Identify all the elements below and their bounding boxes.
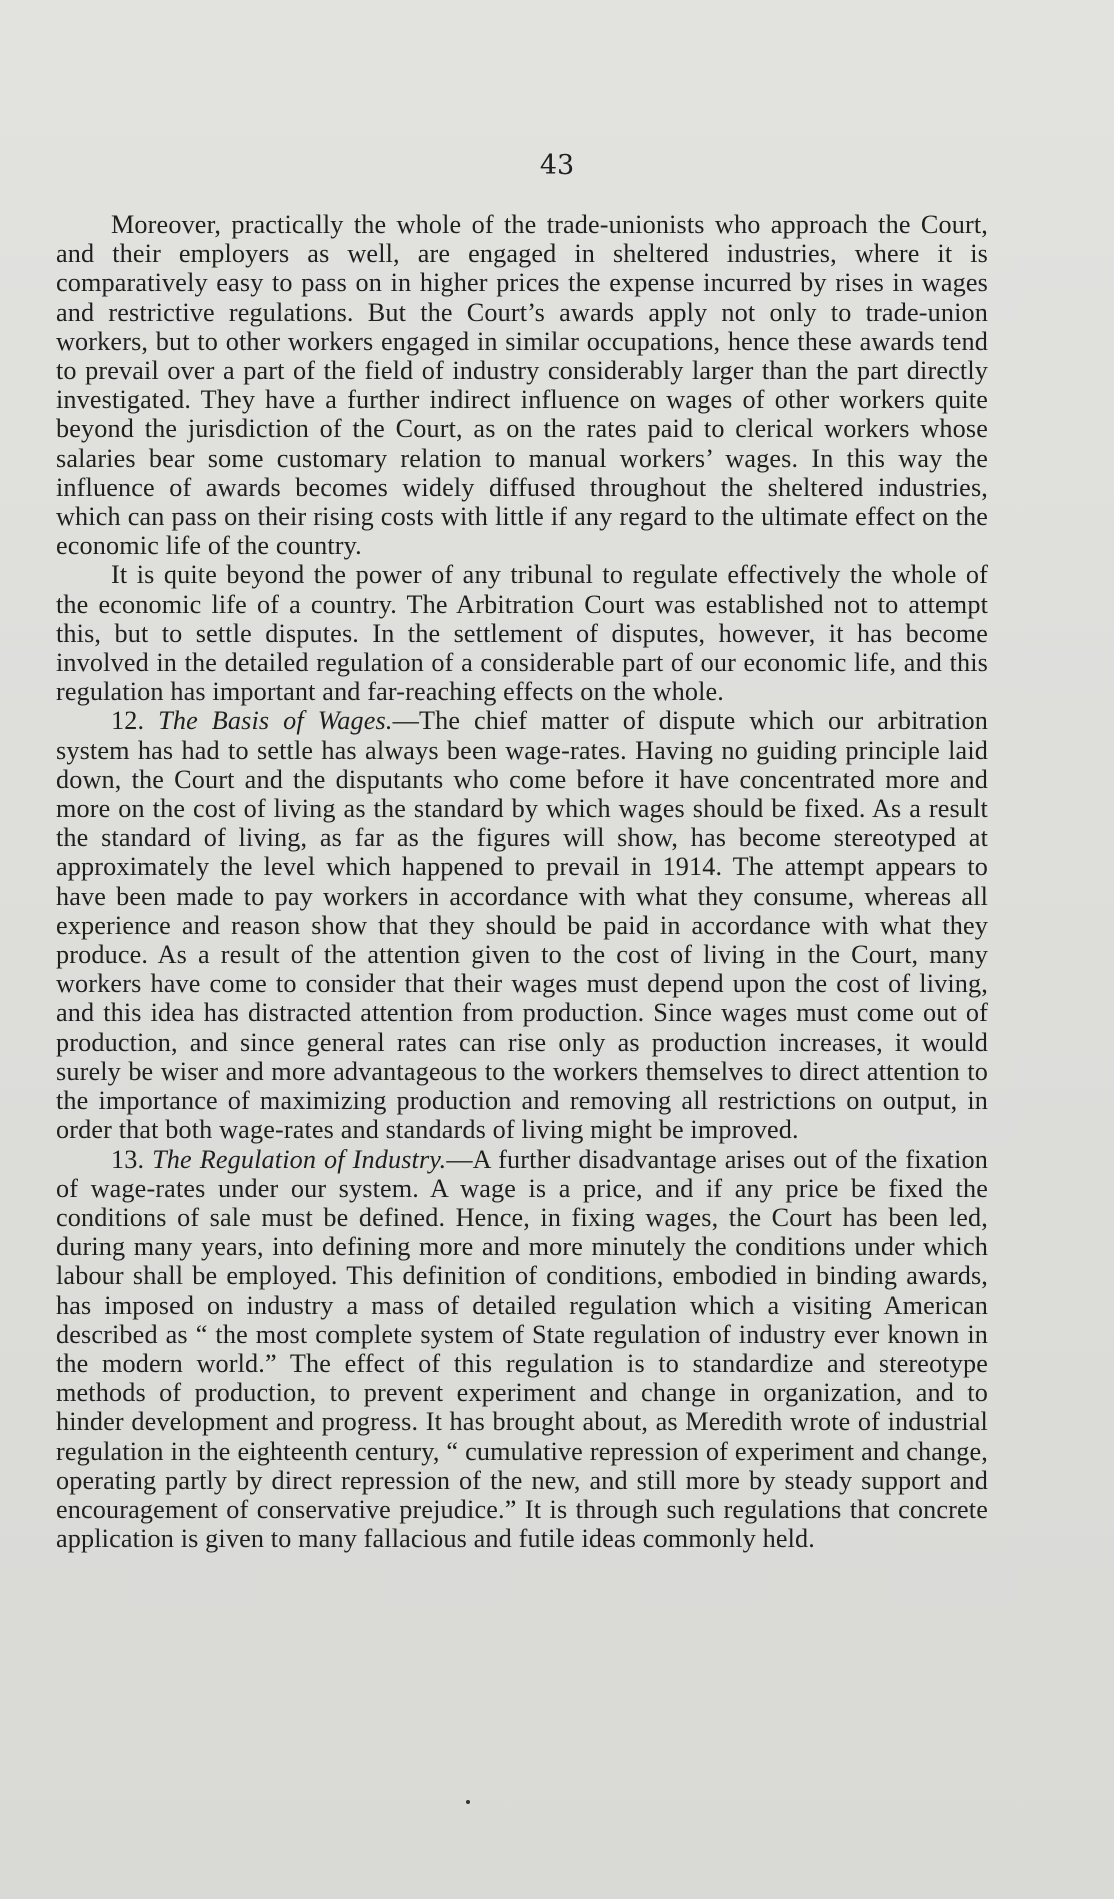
paragraph-text: Moreover, practically the whole of the trade-unionists who approach the Court, and their employers as well, are engaged in sheltered industries, where it is comparatively easy to pass on in higher prices the expense incurred by rises in wages and restrictive regulations. But the Court’s awards apply not only to trade-union workers, but to other workers engaged in similar occupations, hence these awards tend to prevail over a part of the field of industry considerably larger than the part directly investigated. They have a further indirect influence on wages of other workers quite beyond the jurisdiction of the Court, as on the rates paid to clerical workers whose salaries bear some customary relation to manual workers’ wages. In this way the influence of awards becomes widely diffused throughout the sheltered industries, which can pass on their rising costs with little if any regard to the ultimate effect on the economic life of the country.	[56, 210, 988, 561]
body-text	[56, 210, 988, 1553]
paragraph-text: It is quite beyond the power of any tribunal to regulate effectively the whole of the economic life of a country. The Arbitration Court was established not to attempt this, but to settle disputes. In the settlement of disputes, however, it has become involved in the detailed regulation of a considerable part of our economic life, and this regulation has important and far-reaching effects on the whole.	[56, 560, 988, 707]
section-12-basis-of-wages	[56, 706, 988, 1144]
paragraph-moreover	[56, 210, 988, 560]
section-title: The Regulation of Industry.	[152, 1144, 447, 1174]
paragraph-tribunal	[56, 560, 988, 706]
section-number: 12.	[111, 706, 145, 736]
paragraph-text: —A further disadvantage arises out of the fixation of wage-rates under our system. A wage is a price, and if any price be fixed the conditions of sale must be defined. Hence, in fixing wages, the Court has been led, during many years, into defining more and more minutely the conditions under which labour shall be employed. This definition of conditions, embodied in binding awards, has imposed on industry a mass of detailed regulation which a visiting American described as “ the most complete system of State regulation of industry ever known in the modern world.” The effect of this regulation is to standardize and stereotype methods of production, to prevent experiment and change in organization, and to hinder development and progress. It has brought about, as Meredith wrote of industrial regulation in the eighteenth century, “ cumulative repression of experiment and change, operating partly by direct repression of the new, and still more by steady support and encouragement of conservative prejudice.” It is through such regulations that concrete application is given to many fallacious and futile ideas commonly held.	[56, 1144, 988, 1554]
section-number: 13.	[111, 1144, 145, 1174]
section-13-regulation-of-industry	[56, 1145, 988, 1554]
page-number: 43	[539, 150, 575, 181]
page-speck	[466, 1800, 470, 1804]
section-title: The Basis of Wages.	[158, 706, 393, 736]
paragraph-text: —The chief matter of dispute which our arbitration system has had to settle has always been wage-rates. Having no guiding principle laid down, the Court and the disputants who come before it have concentrated more and more on the cost of living as the standard by which wages should be fixed. As a result the standard of living, as far as the figures will show, has become stereotyped at approximately the level which happened to prevail in 1914. The attempt appears to have been made to pay workers in accordance with what they consume, whereas all experience and reason show that they should be paid in accordance with what they produce. As a result of the attention given to the cost of living in the Court, many workers have come to consider that their wages must depend upon the cost of living, and this idea has distracted attention from production. Since wages must come out of production, and since general rates can rise only as production increases, it would surely be wiser and more advantageous to the workers themselves to direct attention to the importance of maximizing production and removing all restrictions on output, in order that both wage-rates and standards of living might be improved.	[56, 706, 988, 1145]
